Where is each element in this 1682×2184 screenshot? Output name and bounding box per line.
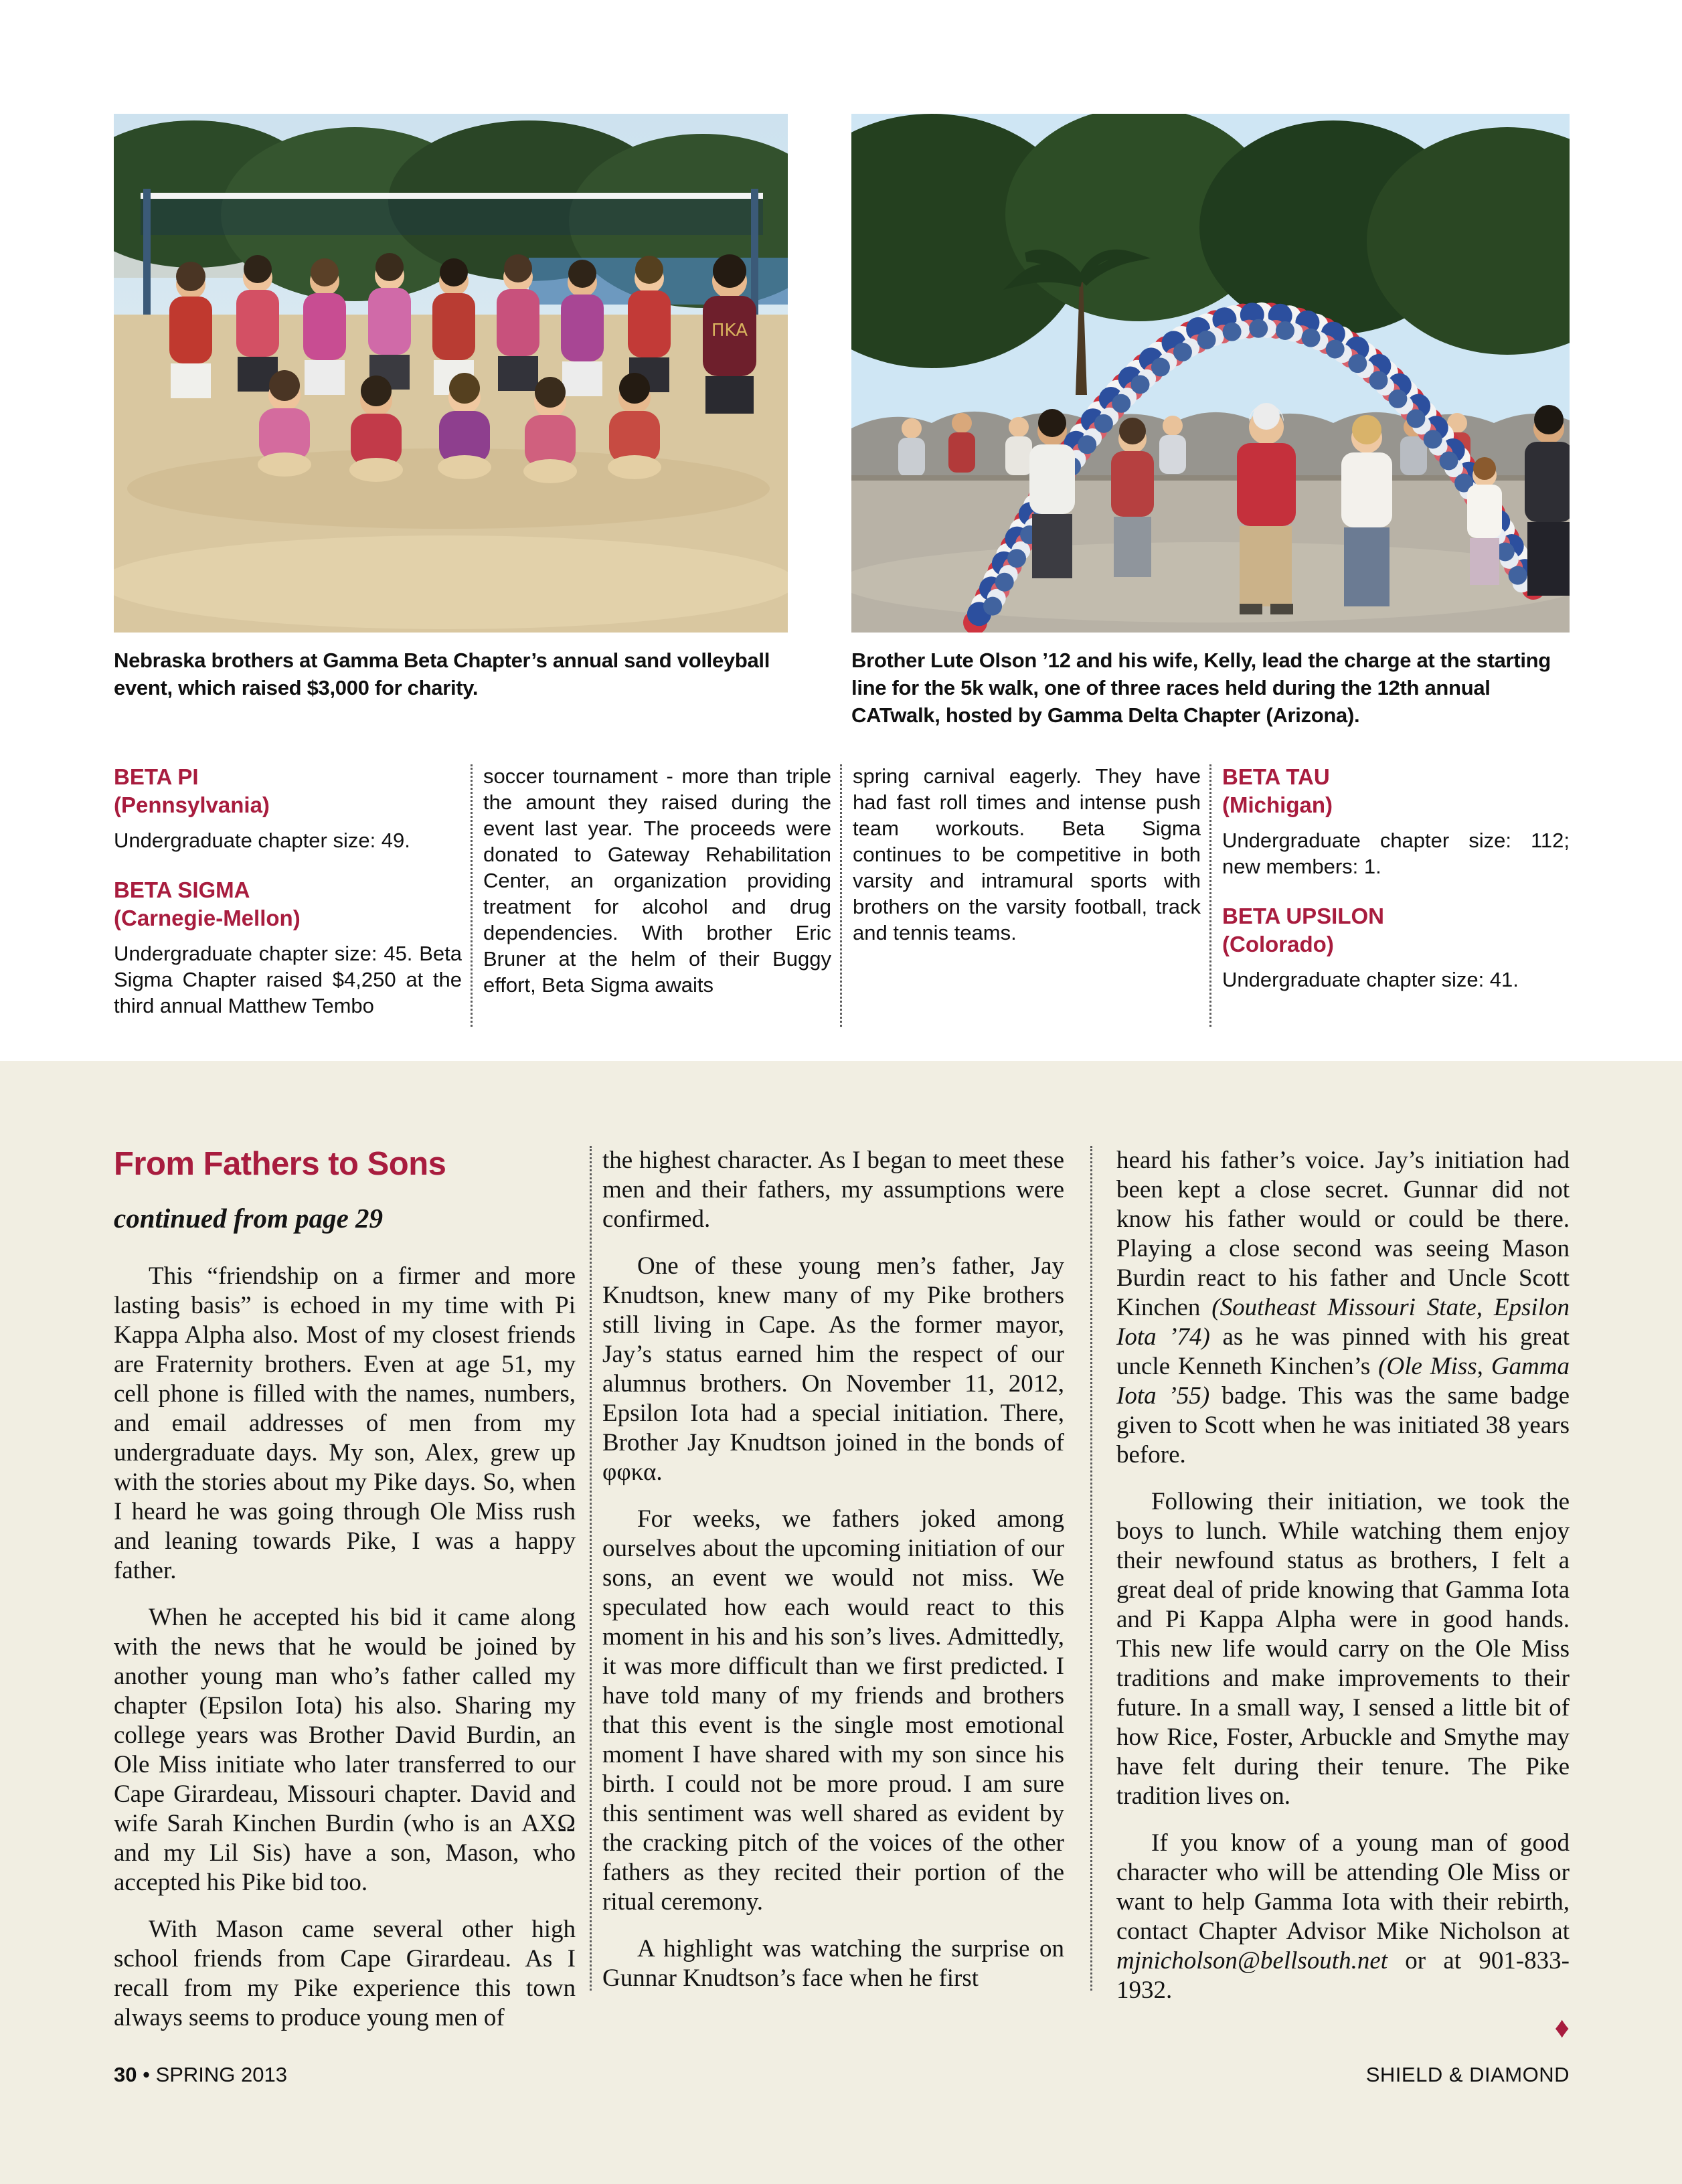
sand-volleyball-photo [114,114,788,633]
column-divider [590,1146,592,1991]
chapter-column-4 [1222,763,1570,1015]
chapter-body-continued: soccer tournament - more than triple the amount they raised during the event last year. The proceeds were donated to Gateway Rehabilitation Center, an organization providing treatment for alcohol and drug dependencies. With brother Eric Bruner at the helm of their Buggy effort, Beta Sigma awaits [483,764,831,997]
footer-left [114,2063,287,2087]
caption-right: Brother Lute Olson ’12 and his wife, Kelly, lead the charge at the starting line for the 5k walk, one of three races held during the 12th annual CATwalk, hosted by Gamma Delta Chapter (Arizona). [851,649,1551,727]
article-title: From Fathers to Sons [114,1146,446,1182]
chapter-heading-beta-tau [1222,763,1570,819]
article-paragraph: If you know of a young man of good character who will be attending Ole Miss or want to help Gamma Iota with their rebirth, contact Chapter Advisor Mike Nicholson at mjnicholson@bellsouth.net or at 901-833-1932. [1116,1829,1570,2004]
article-paragraph: heard his father’s voice. Jay’s initiation had been kept a close secret. Gunnar did not know his father would or could be there. Playing a close second was seeing Mason Burdin react to his father and Uncle Scott Kinchen (Southeast Missouri State, Epsilon Iota ’74) as he was pinned with his great uncle Kenneth Kinchen’s (Ole Miss, Gamma Iota ’55) badge. This was the same badge given to Scott when he was initiated 38 years before. [1116,1147,1570,1468]
article-column-3 [1116,1146,1570,2045]
column-divider [840,764,842,1027]
chapter-name: BETA UPSILON [1222,904,1385,928]
chapter-name: BETA TAU [1222,764,1330,789]
shirt-letters: ΠΚΑ [711,321,748,341]
article-paragraph: Following their initiation, we took the boys to lunch. While watching them enjoy their newfound status as brothers, I felt a great deal of pride knowing that Gamma Iota and Pi Kappa Alpha were in good hands. This new life would carry on the Ole Miss traditions and make improvements to their future. In a small way, I sensed a little bit of how Rice, Foster, Arbuckle and Smythe may have felt during their tenure. The Pike tradition lives on. [1116,1488,1570,1810]
article-paragraph: This “friendship on a firmer and more lasting basis” is echoed in my time with Pi Kappa Alpha also. Most of my closest friends are Fraternity brothers. Even at age 51, my cell phone is filled with the names, numbers, and email addresses of men from my undergraduate days. My son, Alex, grew up with the stories about my Pike days. So, when I heard he was going through Ole Miss rush and leaning towards Pike, I was a happy father. [114,1262,576,1584]
diamond-end-mark: ♦ [1554,2011,1570,2044]
article-continued-note: continued from page 29 [114,1203,384,1234]
column-divider [471,764,473,1027]
article-column-2 [602,1146,1064,2011]
column-divider [1090,1146,1092,1991]
chapter-column-2 [483,763,831,1021]
article-paragraph: For weeks, we fathers joked among ourselves about the upcoming initiation of our sons, an event we would not miss. We speculated how each would react to this moment in his and his son’s lives. Admittedly, it was more difficult than we first predicted. I have told many of my friends and brothers that this event is the single most emotional moment I have shared with my son since his birth. I could not be more proud. I am sure this sentiment was well shared as evident by the cracking pitch of the voices of the other fathers as they recited their portion of the ritual ceremony. [602,1505,1064,1916]
magazine-name: SHIELD & DIAMOND [1365,2063,1570,2086]
article-paragraph: A highlight was watching the surprise on Gunnar Knudtson’s face when he first [602,1935,1064,1992]
chapter-body: Undergraduate chapter size: 49. [114,829,410,852]
chapter-column-1 [114,763,462,1041]
chapter-body: Undergraduate chapter size: 112; new members: 1. [1222,829,1570,878]
page-footer [114,2063,1570,2087]
page-number: 30 [114,2063,137,2086]
article-paragraph: With Mason came several other high school friends from Cape Girardeau. As I recall from my Pike experience this town always seems to produce young men of [114,1916,576,2031]
chapter-heading-beta-upsilon [1222,902,1570,958]
caption-left: Nebraska brothers at Gamma Beta Chapter’s annual sand volleyball event, which raised $3,000 for charity. [114,649,770,699]
chapter-name: BETA SIGMA [114,877,250,902]
article-paragraph: One of these young men’s father, Jay Knudtson, knew many of my Pike brothers still living in Cape. As the former mayor, Jay’s status earned him the respect of our alumnus brothers. On November 11, 2012, Epsilon Iota had a special initiation. There, Brother Jay Knudtson joined in the bonds of φφκα. [602,1252,1064,1486]
issue-label: • SPRING 2013 [137,2063,287,2086]
article-paragraph: the highest character. As I began to meet these men and their fathers, my assumptions were confirmed. [602,1147,1064,1233]
sand-volleyball-illustration [114,114,788,633]
end-mark-row [1116,2013,1570,2045]
chapter-body: Undergraduate chapter size: 41. [1222,968,1519,991]
article-column-1 [114,1262,576,2050]
chapter-name: BETA PI [114,764,199,789]
chapter-heading-beta-pi [114,763,462,819]
column-divider [1209,764,1211,1027]
chapter-school: (Carnegie-Mellon) [114,906,301,930]
chapter-school: (Colorado) [1222,932,1334,956]
catwalk-illustration [851,114,1570,633]
chapter-heading-beta-sigma [114,876,462,932]
chapter-body-continued: spring carnival eagerly. They have had fast roll times and intense push team workouts. Beta Sigma continues to be competitive in both varsity and intramural sports with brothers on the varsity football, track and tennis teams. [853,764,1201,944]
chapter-body: Undergraduate chapter size: 45. Beta Sigma Chapter raised $4,250 at the third annual Matthew Tembo [114,942,462,1017]
chapter-school: (Michigan) [1222,792,1333,817]
chapter-column-3 [853,763,1201,969]
catwalk-photo [851,114,1570,633]
chapter-school: (Pennsylvania) [114,792,270,817]
article-paragraph: When he accepted his bid it came along with the news that he would be joined by another young man who’s father called my chapter (Epsilon Iota) his also. Sharing my college years was Brother David Burdin, an Ole Miss initiate who later transferred to our Cape Girardeau, Missouri chapter. David and wife Sarah Kinchen Burdin (who is an ΑΧΩ and my Lil Sis) have a son, Mason, who accepted his Pike bid too. [114,1604,576,1896]
